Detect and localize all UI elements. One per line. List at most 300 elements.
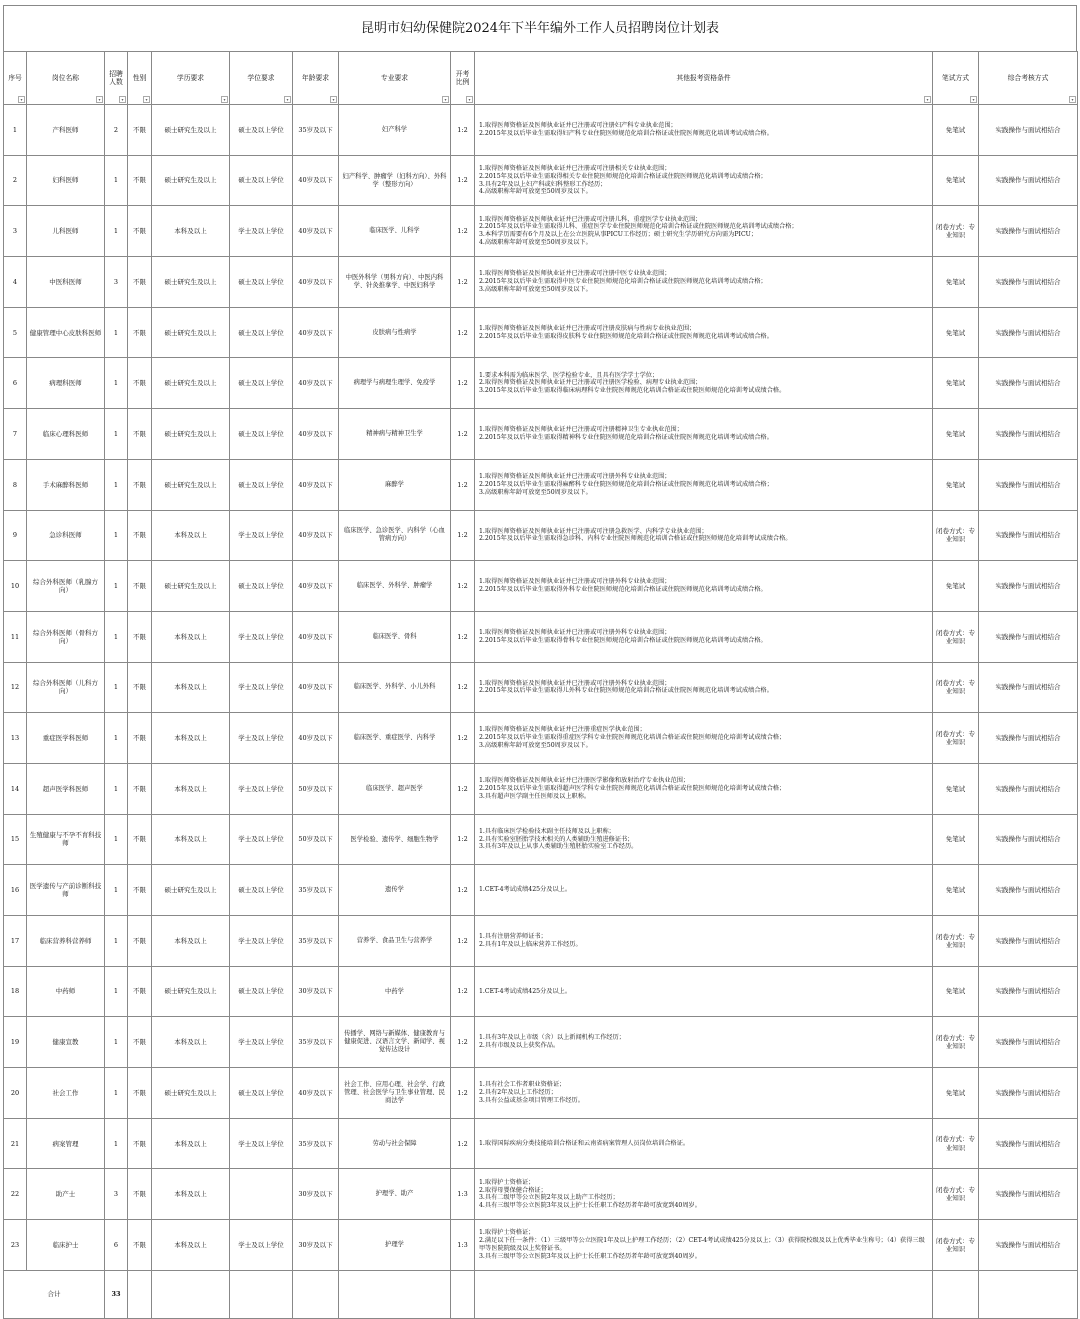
table-row <box>4 561 1078 612</box>
total-count: 33 <box>105 1270 128 1318</box>
cell-degree: 学士及以上学位 <box>230 662 293 713</box>
cell-post: 助产士 <box>27 1169 105 1220</box>
cell-ratio: 1:2 <box>451 814 475 865</box>
table-row <box>4 611 1078 662</box>
cell-degree: 硕士及以上学位 <box>230 257 293 308</box>
cell-degree: 学士及以上学位 <box>230 611 293 662</box>
cell-no: 8 <box>4 459 27 510</box>
cell-sex: 不限 <box>128 1068 152 1119</box>
total-empty-cell <box>152 1270 230 1318</box>
cell-ratio: 1:2 <box>451 257 475 308</box>
cell-ratio: 1:2 <box>451 459 475 510</box>
cell-age: 40岁及以下 <box>293 561 339 612</box>
condition-line: 1.取得医师资格证及医师执业证并已注册或可注册皮肤病与性病专业执业范围； <box>479 324 696 332</box>
condition-line: 3.具有超声医学副主任医师及以上职称。 <box>479 792 591 800</box>
cell-ratio: 1:2 <box>451 105 475 156</box>
cell-cond <box>475 1118 933 1169</box>
table-row <box>4 763 1078 814</box>
cell-num: 1 <box>105 865 128 916</box>
header-label: 招聘人数 <box>109 69 123 86</box>
header-col-edu <box>152 52 230 105</box>
cell-exam: 免笔试 <box>933 763 979 814</box>
cell-num: 1 <box>105 459 128 510</box>
condition-line: 2.具有1年及以上临床营养工作经历。 <box>479 940 582 948</box>
cell-edu: 本科及以上 <box>152 916 230 967</box>
cell-post: 儿科医师 <box>27 206 105 257</box>
cell-no: 17 <box>4 916 27 967</box>
cell-sex: 不限 <box>128 105 152 156</box>
header-row <box>4 52 1078 105</box>
cell-cond <box>475 1220 933 1271</box>
cell-major: 劳动与社会保障 <box>339 1118 451 1169</box>
cell-cond <box>475 916 933 967</box>
cell-num: 1 <box>105 662 128 713</box>
cell-age: 40岁及以下 <box>293 459 339 510</box>
condition-line: 2.2015年及以后毕业生需取得急诊科、内科专业住院医师规范化培训合格证或住院医师规范化培训考试成绩合格。 <box>479 535 792 543</box>
cell-exam: 闭卷方式：专业知识 <box>933 713 979 764</box>
condition-line: 3.2015年及以后毕业生需取得临床病理科专业住院医师规范化培训合格证或住院医师规范化培训考试成绩合格。 <box>479 387 786 395</box>
header-col-degree <box>230 52 293 105</box>
cell-edu: 硕士研究生及以上 <box>152 1068 230 1119</box>
cell-sex: 不限 <box>128 865 152 916</box>
cell-sex: 不限 <box>128 307 152 358</box>
header-label: 其他报考资格条件 <box>676 73 731 82</box>
cell-sex: 不限 <box>128 1220 152 1271</box>
condition-line: 3.高级职称年龄可放宽至50周岁及以下。 <box>479 285 592 293</box>
header-col-cond <box>475 52 933 105</box>
cell-ratio: 1:2 <box>451 1118 475 1169</box>
header-col-assess <box>979 52 1078 105</box>
cell-sex: 不限 <box>128 1017 152 1068</box>
cell-assess: 实践操作与面试相结合 <box>979 1169 1078 1220</box>
table-row <box>4 1118 1078 1169</box>
condition-line: 2.2015年及以后毕业生需取得皮肤科专业住院医师规范化培训合格证或住院医师规范化培训考试成绩合格。 <box>479 332 773 340</box>
cell-degree: 硕士及以上学位 <box>230 1068 293 1119</box>
cell-num: 1 <box>105 561 128 612</box>
cell-post: 急诊科医师 <box>27 510 105 561</box>
cell-cond <box>475 814 933 865</box>
cell-degree: 学士及以上学位 <box>230 916 293 967</box>
cell-ratio: 1:2 <box>451 307 475 358</box>
condition-line: 1.取得医师资格证及医师执业证并已注册或可注册急救医学、内科学专业执业范围； <box>479 527 708 535</box>
cell-cond <box>475 763 933 814</box>
cell-degree: 学士及以上学位 <box>230 1017 293 1068</box>
cell-num: 1 <box>105 1068 128 1119</box>
cell-sex: 不限 <box>128 763 152 814</box>
cell-age: 40岁及以下 <box>293 409 339 460</box>
header-label: 综合考核方式 <box>1007 73 1049 82</box>
cell-cond <box>475 662 933 713</box>
header-label: 开考比例 <box>455 69 470 86</box>
header-col-no <box>4 52 27 105</box>
cell-sex: 不限 <box>128 814 152 865</box>
cell-major: 皮肤病与性病学 <box>339 307 451 358</box>
cell-ratio: 1:2 <box>451 763 475 814</box>
condition-line: 1.具有社会工作者职业资格证； <box>479 1081 566 1089</box>
cell-exam: 闭卷方式：专业知识 <box>933 611 979 662</box>
cell-major: 病理学与病理生理学、免疫学 <box>339 358 451 409</box>
cell-age: 30岁及以下 <box>293 1169 339 1220</box>
cell-post: 中医科医师 <box>27 257 105 308</box>
cell-post: 医学遗传与产前诊断科技师 <box>27 865 105 916</box>
cell-major: 营养学、食品卫生与营养学 <box>339 916 451 967</box>
cell-num: 1 <box>105 510 128 561</box>
cell-major: 临床医学、超声医学 <box>339 763 451 814</box>
cell-ratio: 1:2 <box>451 662 475 713</box>
cell-assess: 实践操作与面试相结合 <box>979 358 1078 409</box>
cell-num: 6 <box>105 1220 128 1271</box>
filter-dropdown-icon[interactable]: ▾ <box>1069 96 1076 103</box>
cell-exam: 免笔试 <box>933 257 979 308</box>
table-row <box>4 105 1078 156</box>
cell-num: 1 <box>105 409 128 460</box>
cell-degree: 硕士及以上学位 <box>230 105 293 156</box>
table-row <box>4 257 1078 308</box>
condition-line: 1.取得医师资格证及医师执业证并已注册或可注册外科专业执业范围； <box>479 679 671 687</box>
cell-major: 中医外科学（男科方向）、中医内科学、针灸推拿学、中医妇科学 <box>339 257 451 308</box>
cell-degree: 硕士及以上学位 <box>230 409 293 460</box>
cell-post: 生殖健康与不孕不育科技师 <box>27 814 105 865</box>
cell-edu: 硕士研究生及以上 <box>152 966 230 1017</box>
condition-line: 2.2015年及以后毕业生需取得麻醉科专业住院医师规范化培训合格证或住院医师规范化培训考试成绩合格； <box>479 480 773 488</box>
condition-line: 2.具有实验室胚胎学技术相关的人类辅助生殖进修证书； <box>479 835 634 843</box>
cell-cond <box>475 611 933 662</box>
cell-exam: 免笔试 <box>933 307 979 358</box>
total-empty-cell <box>933 1270 979 1318</box>
cell-assess: 实践操作与面试相结合 <box>979 814 1078 865</box>
condition-line: 1.取得医师资格证及医师执业证并已注册或可注册外科专业执业范围； <box>479 473 671 481</box>
cell-edu: 本科及以上 <box>152 763 230 814</box>
cell-assess: 实践操作与面试相结合 <box>979 1068 1078 1119</box>
cell-exam: 免笔试 <box>933 155 979 206</box>
cell-assess: 实践操作与面试相结合 <box>979 966 1078 1017</box>
header-col-sex <box>128 52 152 105</box>
cell-exam: 免笔试 <box>933 865 979 916</box>
cell-major: 麻醉学 <box>339 459 451 510</box>
condition-line: 2.2015年及以后毕业生需取得中医专业住院医师规范化培训合格证或住院医师规范化培训考试成绩合格； <box>479 278 767 286</box>
total-row <box>4 1270 1078 1318</box>
table-row <box>4 409 1078 460</box>
condition-line: 3.具有3年及以上从事人类辅助生殖胚胎实验室工作经历。 <box>479 843 638 851</box>
condition-line: 1.取得医师资格证及医师执业证并已注册或可注册外科专业执业范围； <box>479 628 671 636</box>
filter-dropdown-icon[interactable]: ▾ <box>284 96 291 103</box>
cell-no: 18 <box>4 966 27 1017</box>
cell-age: 40岁及以下 <box>293 155 339 206</box>
cell-post: 临床心理科医师 <box>27 409 105 460</box>
header-col-ratio <box>451 52 475 105</box>
table-row <box>4 1220 1078 1271</box>
cell-exam: 闭卷方式：专业知识 <box>933 510 979 561</box>
cell-ratio: 1:2 <box>451 510 475 561</box>
cell-major: 护理学 <box>339 1220 451 1271</box>
cell-age: 40岁及以下 <box>293 611 339 662</box>
table-row <box>4 713 1078 764</box>
cell-cond <box>475 561 933 612</box>
cell-num: 1 <box>105 916 128 967</box>
cell-exam: 免笔试 <box>933 409 979 460</box>
header-label: 学历要求 <box>176 73 205 82</box>
cell-major: 社会工作、应用心理、社会学、行政管理、社会医学与卫生事业管理、民商法学 <box>339 1068 451 1119</box>
table-row <box>4 459 1078 510</box>
cell-exam: 闭卷方式：专业知识 <box>933 1220 979 1271</box>
total-empty-cell <box>128 1270 152 1318</box>
cell-num: 3 <box>105 257 128 308</box>
header-label: 性别 <box>132 73 147 82</box>
cell-assess: 实践操作与面试相结合 <box>979 1118 1078 1169</box>
condition-line: 3.本科学历需要有6个月及以上在公立医院从事PICU工作经历；硕士研究生学历研究方向需为PICU； <box>479 231 758 239</box>
cell-ratio: 1:2 <box>451 206 475 257</box>
header-label: 序号 <box>8 73 22 82</box>
condition-line: 1.取得医师资格证及医师执业证并已注册或可注册儿科、重症医学专业执业范围； <box>479 215 702 223</box>
condition-line: 2.2015年及以后毕业生需取得重症医学科专业住院医师规范化培训合格证或住院医师规范化培训考试成绩合格； <box>479 734 786 742</box>
cell-sex: 不限 <box>128 459 152 510</box>
cell-num: 1 <box>105 1017 128 1068</box>
cell-cond <box>475 257 933 308</box>
cell-assess: 实践操作与面试相结合 <box>979 611 1078 662</box>
cell-exam: 闭卷方式：专业知识 <box>933 1169 979 1220</box>
header-label: 学位要求 <box>247 73 275 82</box>
cell-post: 产科医师 <box>27 105 105 156</box>
cell-no: 21 <box>4 1118 27 1169</box>
cell-num: 1 <box>105 155 128 206</box>
cell-age: 35岁及以下 <box>293 105 339 156</box>
cell-no: 11 <box>4 611 27 662</box>
filter-dropdown-icon[interactable]: ▾ <box>924 96 931 103</box>
cell-degree: 学士及以上学位 <box>230 206 293 257</box>
cell-major: 妇产科学 <box>339 105 451 156</box>
condition-line: 1.取得医师资格证及医师执业证并已注册或可注册中医专业执业范围； <box>479 270 671 278</box>
cell-age: 40岁及以下 <box>293 206 339 257</box>
cell-num: 2 <box>105 105 128 156</box>
condition-line: 1.取得医师资格证及医师执业证并已注册或可注册外科专业执业范围； <box>479 578 671 586</box>
condition-line: 1.具有注册营养师证书； <box>479 933 547 941</box>
cell-post: 临床护士 <box>27 1220 105 1271</box>
filter-dropdown-icon[interactable]: ▾ <box>96 96 103 103</box>
cell-degree: 硕士及以上学位 <box>230 561 293 612</box>
filter-dropdown-icon[interactable]: ▾ <box>330 96 337 103</box>
cell-age: 35岁及以下 <box>293 916 339 967</box>
table-row <box>4 814 1078 865</box>
header-label: 专业要求 <box>380 73 409 82</box>
table-row <box>4 206 1078 257</box>
cell-assess: 实践操作与面试相结合 <box>979 865 1078 916</box>
cell-sex: 不限 <box>128 206 152 257</box>
cell-degree: 学士及以上学位 <box>230 1220 293 1271</box>
cell-major: 中药学 <box>339 966 451 1017</box>
cell-num: 1 <box>105 611 128 662</box>
cell-cond <box>475 459 933 510</box>
cell-assess: 实践操作与面试相结合 <box>979 510 1078 561</box>
condition-line: 4.高级职称年龄可放宽至50周岁及以下。 <box>479 238 592 246</box>
condition-line: 1.取得医师资格证及医师执业证并已注册或可注册妇产科专业执业范围； <box>479 122 677 130</box>
cell-cond <box>475 409 933 460</box>
cell-edu: 本科及以上 <box>152 814 230 865</box>
cell-major: 临床医学、重症医学、内科学 <box>339 713 451 764</box>
cell-ratio: 1:2 <box>451 713 475 764</box>
condition-line: 3.高级职称年龄可放宽至50周岁及以下。 <box>479 741 592 749</box>
cell-major: 临床医学、外科学、肿瘤学 <box>339 561 451 612</box>
cell-post: 综合外科医师（乳腺方向） <box>27 561 105 612</box>
total-empty-cell <box>979 1270 1078 1318</box>
cell-edu: 硕士研究生及以上 <box>152 257 230 308</box>
cell-sex: 不限 <box>128 611 152 662</box>
filter-dropdown-icon[interactable]: ▾ <box>970 96 977 103</box>
cell-age: 35岁及以下 <box>293 1118 339 1169</box>
cell-post: 临床营养科营养师 <box>27 916 105 967</box>
table-body <box>4 105 1078 1319</box>
condition-line: 4.高级职称年龄可放宽至50周岁及以下。 <box>479 188 592 196</box>
cell-num: 1 <box>105 814 128 865</box>
condition-line: 1.CET-4考试成绩425分及以上。 <box>479 886 572 894</box>
cell-sex: 不限 <box>128 713 152 764</box>
cell-degree: 学士及以上学位 <box>230 713 293 764</box>
cell-assess: 实践操作与面试相结合 <box>979 916 1078 967</box>
recruitment-table <box>3 51 1078 1319</box>
cell-assess: 实践操作与面试相结合 <box>979 155 1078 206</box>
cell-ratio: 1:3 <box>451 1169 475 1220</box>
cell-assess: 实践操作与面试相结合 <box>979 1017 1078 1068</box>
cell-exam: 免笔试 <box>933 358 979 409</box>
header-label: 笔试方式 <box>941 73 970 82</box>
cell-num: 1 <box>105 358 128 409</box>
cell-ratio: 1:2 <box>451 1068 475 1119</box>
cell-ratio: 1:2 <box>451 409 475 460</box>
cell-age: 40岁及以下 <box>293 257 339 308</box>
cell-exam: 闭卷方式：专业知识 <box>933 1118 979 1169</box>
cell-exam: 免笔试 <box>933 459 979 510</box>
cell-no: 4 <box>4 257 27 308</box>
condition-line: 1.取得国际疾病分类技能培训合格证和云南省病案管理人员岗位培训合格证。 <box>479 1139 690 1147</box>
total-label: 合计 <box>4 1270 105 1318</box>
header-col-post <box>27 52 105 105</box>
table-row <box>4 307 1078 358</box>
cell-sex: 不限 <box>128 1169 152 1220</box>
header-col-major <box>339 52 451 105</box>
total-empty-cell <box>339 1270 451 1318</box>
cell-cond <box>475 206 933 257</box>
cell-assess: 实践操作与面试相结合 <box>979 1220 1078 1271</box>
cell-num: 1 <box>105 713 128 764</box>
cell-sex: 不限 <box>128 510 152 561</box>
condition-line: 2.取得母婴保健合格证； <box>479 1186 547 1194</box>
cell-cond <box>475 510 933 561</box>
cell-no: 7 <box>4 409 27 460</box>
cell-exam: 免笔试 <box>933 561 979 612</box>
cell-ratio: 1:2 <box>451 155 475 206</box>
filter-dropdown-icon[interactable]: ▾ <box>18 96 25 103</box>
cell-ratio: 1:2 <box>451 358 475 409</box>
cell-age: 40岁及以下 <box>293 358 339 409</box>
cell-post: 超声医学科医师 <box>27 763 105 814</box>
cell-exam: 免笔试 <box>933 814 979 865</box>
cell-no: 22 <box>4 1169 27 1220</box>
total-empty-cell <box>451 1270 475 1318</box>
cell-degree: 学士及以上学位 <box>230 1118 293 1169</box>
cell-major: 遗传学 <box>339 865 451 916</box>
cell-cond <box>475 865 933 916</box>
cell-num: 1 <box>105 206 128 257</box>
recruitment-sheet <box>3 0 1077 1319</box>
table-row <box>4 916 1078 967</box>
cell-cond <box>475 155 933 206</box>
condition-line: 1.具有临床医学检验技术副主任技师及以上职称； <box>479 827 615 835</box>
cell-age: 50岁及以下 <box>293 814 339 865</box>
cell-assess: 实践操作与面试相结合 <box>979 662 1078 713</box>
filter-dropdown-icon[interactable]: ▾ <box>221 96 228 103</box>
condition-line: 2.取得医师资格证及医师执业证并已注册或可注册医学检验、病理专业执业范围； <box>479 379 702 387</box>
cell-degree: 硕士及以上学位 <box>230 865 293 916</box>
condition-line: 2.具有2年及以上工作经历； <box>479 1089 557 1097</box>
condition-line: 3.具有公益或基金项目管理工作经历。 <box>479 1096 584 1104</box>
cell-degree <box>230 1169 293 1220</box>
cell-age: 40岁及以下 <box>293 307 339 358</box>
cell-no: 19 <box>4 1017 27 1068</box>
header-label: 岗位名称 <box>51 73 80 82</box>
cell-age: 40岁及以下 <box>293 510 339 561</box>
cell-assess: 实践操作与面试相结合 <box>979 459 1078 510</box>
cell-num: 1 <box>105 966 128 1017</box>
cell-num: 3 <box>105 1169 128 1220</box>
cell-exam: 免笔试 <box>933 966 979 1017</box>
header-col-exam <box>933 52 979 105</box>
filter-dropdown-icon[interactable]: ▾ <box>442 96 449 103</box>
cell-age: 35岁及以下 <box>293 865 339 916</box>
filter-dropdown-icon[interactable]: ▾ <box>119 96 126 103</box>
condition-line: 3.具有2年及以上妇产科或妇科整形工作经历； <box>479 180 607 188</box>
cell-no: 15 <box>4 814 27 865</box>
cell-post: 病理科医师 <box>27 358 105 409</box>
cell-exam: 免笔试 <box>933 105 979 156</box>
cell-no: 3 <box>4 206 27 257</box>
condition-line: 2.具有市级及以上获奖作品。 <box>479 1042 560 1050</box>
cell-major: 临床医学、急诊医学、内科学（心血管病方向） <box>339 510 451 561</box>
cell-cond <box>475 307 933 358</box>
table-row <box>4 662 1078 713</box>
cell-degree: 学士及以上学位 <box>230 763 293 814</box>
cell-age: 30岁及以下 <box>293 1220 339 1271</box>
cell-age: 40岁及以下 <box>293 1068 339 1119</box>
cell-num: 1 <box>105 763 128 814</box>
cell-degree: 硕士及以上学位 <box>230 358 293 409</box>
header-col-num <box>105 52 128 105</box>
cell-no: 5 <box>4 307 27 358</box>
cell-ratio: 1:2 <box>451 1017 475 1068</box>
cell-assess: 实践操作与面试相结合 <box>979 206 1078 257</box>
filter-dropdown-icon[interactable]: ▾ <box>466 96 473 103</box>
filter-dropdown-icon[interactable]: ▾ <box>143 96 150 103</box>
cell-post: 健康管理中心皮肤科医师 <box>27 307 105 358</box>
cell-sex: 不限 <box>128 257 152 308</box>
cell-age: 40岁及以下 <box>293 713 339 764</box>
cell-sex: 不限 <box>128 409 152 460</box>
condition-line: 1.具有3年及以上市级（含）以上新闻机构工作经历； <box>479 1034 625 1042</box>
cell-num: 1 <box>105 307 128 358</box>
table-row <box>4 510 1078 561</box>
cell-edu: 硕士研究生及以上 <box>152 409 230 460</box>
cell-cond <box>475 105 933 156</box>
cell-sex: 不限 <box>128 561 152 612</box>
cell-sex: 不限 <box>128 916 152 967</box>
condition-line: 1.取得医师资格证及医师执业证并已注册医学影像和放射治疗专业执业范围； <box>479 777 690 785</box>
cell-no: 23 <box>4 1220 27 1271</box>
table-row <box>4 1169 1078 1220</box>
cell-edu: 本科及以上 <box>152 1118 230 1169</box>
table-row <box>4 358 1078 409</box>
cell-sex: 不限 <box>128 966 152 1017</box>
cell-no: 16 <box>4 865 27 916</box>
condition-line: 2.2015年及以后毕业生需取得骨科专业住院医师规范化培训合格证或住院医师规范化培训考试成绩合格。 <box>479 636 767 644</box>
cell-major: 传播学、网络与新媒体、健康教育与健康促进、汉语言文学、新闻学、视觉传达设计 <box>339 1017 451 1068</box>
